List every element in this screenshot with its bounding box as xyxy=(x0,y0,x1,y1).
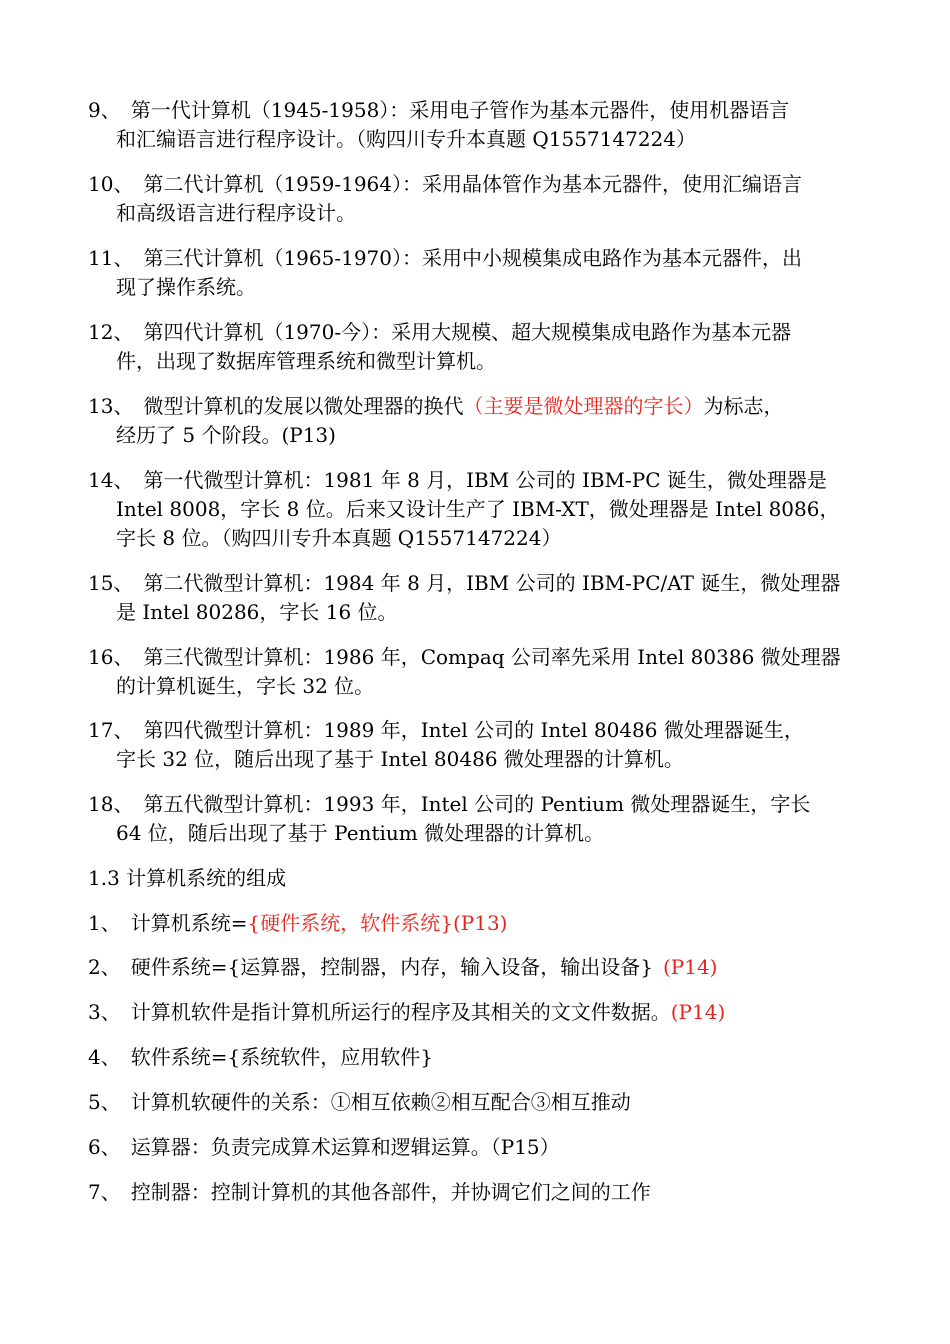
item-text: 第三代微型计算机：1986 年，Compaq 公司率先采用 Intel 80386 微处理器 xyxy=(143,645,841,669)
list-item-b5 xyxy=(88,1088,878,1117)
item-text-continued: 和汇编语言进行程序设计。（购四川专升本真题 Q1557147224） xyxy=(116,127,696,151)
item-number: 4、 xyxy=(88,1045,121,1069)
item-text-tail: 为标志， xyxy=(703,394,784,418)
item-number: 18、 xyxy=(88,792,134,816)
item-text-continued: 是 Intel 80286，字长 16 位。 xyxy=(116,600,398,624)
page-reference: (P14) xyxy=(662,955,718,979)
item-number: 5、 xyxy=(88,1090,121,1114)
item-text: 硬件系统={运算器，控制器，内存，输入设备，输出设备} xyxy=(130,955,653,979)
section-title: 1.3 计算机系统的组成 xyxy=(88,866,287,890)
page-reference: (P14) xyxy=(670,1000,726,1024)
item-text-continued: 现了操作系统。 xyxy=(116,275,256,299)
item-text: 微型计算机的发展以微处理器的换代 xyxy=(143,394,464,418)
item-number: 6、 xyxy=(88,1135,121,1159)
item-number: 2、 xyxy=(88,955,121,979)
item-number: 9、 xyxy=(88,98,121,122)
item-text: 第一代计算机（1945-1958）：采用电子管作为基本元器件，使用机器语言 xyxy=(130,98,790,122)
list-item-b4 xyxy=(88,1043,878,1072)
list-item-17 xyxy=(88,716,878,774)
item-text-continued: 字长 8 位。（购四川专升本真题 Q1557147224） xyxy=(116,526,562,550)
item-text: 计算机软件是指计算机所运行的程序及其相关的文文件数据。 xyxy=(130,1000,671,1024)
item-number: 12、 xyxy=(88,320,134,344)
item-text: 运算器：负责完成算术运算和逻辑运算。（P15） xyxy=(130,1135,560,1159)
item-text: 计算机系统= xyxy=(130,911,248,935)
item-number: 11、 xyxy=(88,246,134,270)
item-text-continued: 和高级语言进行程序设计。 xyxy=(116,201,356,225)
list-item-13 xyxy=(88,392,878,450)
highlighted-text: （主要是微处理器的字长） xyxy=(463,394,704,418)
item-number: 14、 xyxy=(88,468,134,492)
list-item-12 xyxy=(88,318,878,376)
item-text-continued: 件，出现了数据库管理系统和微型计算机。 xyxy=(116,349,496,373)
list-item-9 xyxy=(88,96,878,154)
item-text: 第四代计算机（1970-今）：采用大规模、超大规模集成电路作为基本元器 xyxy=(143,320,792,344)
list-item-14 xyxy=(88,466,878,553)
list-item-b1 xyxy=(88,909,878,938)
item-text: 计算机软硬件的关系：①相互依赖②相互配合③相互推动 xyxy=(130,1090,631,1114)
list-item-b3 xyxy=(88,998,878,1027)
item-text-continued: 经历了 5 个阶段。(P13) xyxy=(116,423,336,447)
item-text: 第二代计算机（1959-1964）：采用晶体管作为基本元器件，使用汇编语言 xyxy=(143,172,803,196)
section-heading xyxy=(88,864,878,893)
list-item-16 xyxy=(88,643,878,701)
item-text-continued: 64 位，随后出现了基于 Pentium 微处理器的计算机。 xyxy=(116,821,605,845)
list-item-15 xyxy=(88,569,878,627)
list-item-b2 xyxy=(88,953,878,982)
highlighted-text: {硬件系统，软件系统} xyxy=(247,911,453,935)
list-item-18 xyxy=(88,790,878,848)
item-text: 第四代微型计算机：1989 年，Intel 公司的 Intel 80486 微处理器诞生， xyxy=(143,718,804,742)
list-item-b6 xyxy=(88,1133,878,1162)
item-number: 1、 xyxy=(88,911,121,935)
item-text: 第三代计算机（1965-1970）：采用中小规模集成电路作为基本元器件，出 xyxy=(143,246,803,270)
item-text-continued: Intel 8008，字长 8 位。后来又设计生产了 IBM-XT，微处理器是 Intel 8086， xyxy=(116,497,840,521)
item-text: 控制器：控制计算机的其他各部件，并协调它们之间的工作 xyxy=(130,1180,651,1204)
item-text: 第五代微型计算机：1993 年，Intel 公司的 Pentium 微处理器诞生，字长 xyxy=(143,792,811,816)
item-text: 第一代微型计算机：1981 年 8 月，IBM 公司的 IBM-PC 诞生，微处理器是 xyxy=(143,468,827,492)
item-text: 软件系统={系统软件，应用软件} xyxy=(130,1045,433,1069)
list-item-b7 xyxy=(88,1178,878,1207)
item-number: 10、 xyxy=(88,172,134,196)
list-item-10 xyxy=(88,170,878,228)
item-number: 17、 xyxy=(88,718,134,742)
item-text-continued: 的计算机诞生，字长 32 位。 xyxy=(116,674,375,698)
item-number: 15、 xyxy=(88,571,134,595)
item-number: 16、 xyxy=(88,645,134,669)
item-text-continued: 字长 32 位，随后出现了基于 Intel 80486 微处理器的计算机。 xyxy=(116,747,684,771)
list-item-11 xyxy=(88,244,878,302)
item-number: 3、 xyxy=(88,1000,121,1024)
item-number: 13、 xyxy=(88,394,134,418)
page-reference: (P13) xyxy=(452,911,508,935)
item-number: 7、 xyxy=(88,1180,121,1204)
item-text: 第二代微型计算机：1984 年 8 月，IBM 公司的 IBM-PC/AT 诞生，微处理器 xyxy=(143,571,841,595)
